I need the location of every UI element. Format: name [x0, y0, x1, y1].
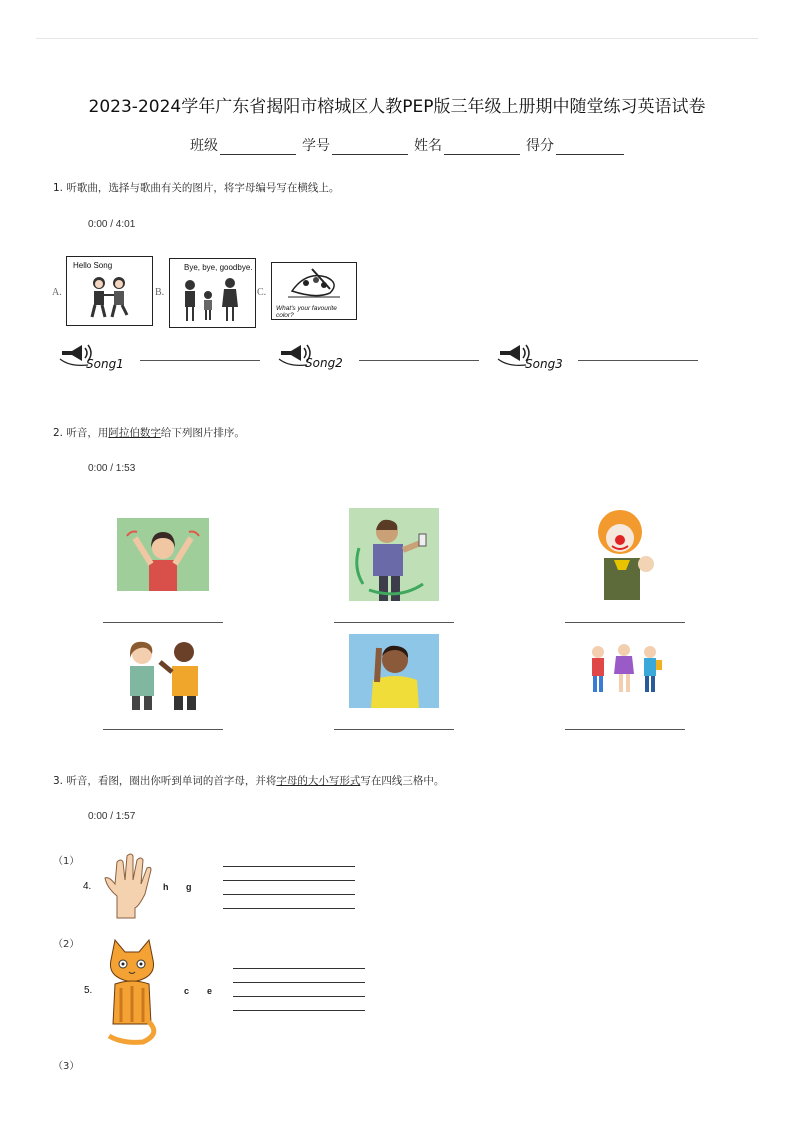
cat-picture [103, 938, 161, 1046]
q3-text-link[interactable]: 字母的大小写形式 [276, 775, 361, 787]
answer-line[interactable] [103, 622, 223, 623]
q3-text-after: 写在四线三格中。 [360, 775, 445, 787]
option-a-caption: Hello Song [73, 261, 113, 270]
student-info-row [190, 135, 628, 155]
option-b-picture[interactable] [169, 258, 256, 328]
song2-label: Song2 [305, 356, 343, 370]
answer-line[interactable] [334, 729, 454, 730]
option-c-letter: C. [257, 287, 267, 298]
answer-line[interactable] [334, 622, 454, 623]
option-b-letter: B. [155, 287, 165, 298]
id-blank[interactable] [332, 140, 408, 155]
top-divider [36, 38, 758, 39]
answer-line[interactable] [565, 729, 685, 730]
song2-answer-line[interactable] [359, 360, 479, 361]
name-blank[interactable] [444, 140, 520, 155]
q2-text-after: 给下列图片排序。 [160, 427, 245, 439]
option-c-picture[interactable] [271, 262, 357, 320]
item-3-number: （3） [53, 1061, 80, 1072]
item-2-label: 5. [84, 985, 93, 996]
four-line-grid[interactable] [233, 968, 365, 1024]
family-goodbye-illustration [180, 275, 246, 325]
item-1-number: （1） [53, 856, 80, 867]
option-c-caption: What's your favourite color? [276, 305, 337, 319]
score-blank[interactable] [556, 140, 624, 155]
page-title: 2023-2024学年广东省揭阳市榕城区人教PEP版三年级上册期中随堂练习英语试卷 [88, 97, 706, 117]
four-line-grid[interactable] [223, 866, 355, 922]
song1-answer-line[interactable] [140, 360, 260, 361]
girl-waving-picture[interactable] [117, 518, 209, 591]
boy-turning-picture[interactable] [349, 508, 439, 601]
choice-c[interactable]: c [184, 986, 190, 996]
kids-meeting-picture[interactable] [118, 636, 210, 710]
q2-text-link[interactable]: 阿拉伯数字 [108, 427, 161, 439]
choice-h[interactable]: h [163, 882, 169, 892]
option-a-letter: A. [52, 287, 62, 298]
kids-greeting-illustration [85, 273, 135, 323]
clown-picture[interactable] [590, 508, 658, 600]
choice-g[interactable]: g [186, 882, 192, 892]
hand-picture [101, 852, 155, 922]
answer-line[interactable] [565, 622, 685, 623]
item-2-number: （2） [53, 939, 80, 950]
song3-label: Song3 [525, 357, 563, 371]
audio-player-q1[interactable]: 0:00 / 4:01 [88, 219, 136, 230]
q2-text-before: 2. 听音，用 [53, 427, 109, 439]
audio-player-q3[interactable]: 0:00 / 1:57 [88, 811, 136, 822]
id-label: 学号 [302, 138, 330, 154]
audio-player-q2[interactable]: 0:00 / 1:53 [88, 463, 136, 474]
song3-answer-line[interactable] [578, 360, 698, 361]
paint-palette-illustration [286, 267, 342, 301]
class-label: 班级 [190, 138, 218, 154]
three-kids-picture[interactable] [584, 642, 666, 700]
question-3-text [53, 773, 444, 788]
question-2-text [53, 425, 245, 440]
q3-text-before: 3. 听音，看图，圈出你听到单词的首字母，并将 [53, 775, 277, 787]
option-b-caption: Bye, bye, goodbye. [184, 263, 253, 272]
boy-touching-head-picture[interactable] [349, 634, 439, 708]
score-label: 得分 [526, 138, 554, 154]
option-a-picture[interactable] [66, 256, 153, 326]
question-1-text: 1. 听歌曲，选择与歌曲有关的图片，将字母编号写在横线上。 [53, 182, 340, 194]
choice-e[interactable]: e [207, 986, 213, 996]
song1-label: Song1 [86, 357, 124, 371]
answer-line[interactable] [103, 729, 223, 730]
class-blank[interactable] [220, 140, 296, 155]
name-label: 姓名 [414, 138, 442, 154]
item-1-label: 4. [83, 881, 92, 892]
